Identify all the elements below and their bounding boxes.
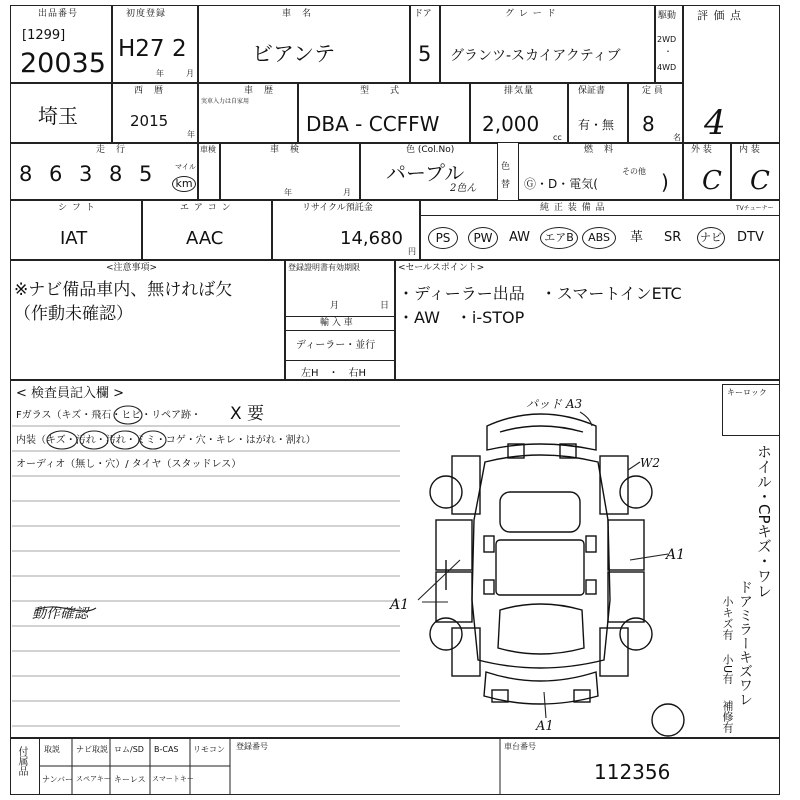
warranty-label: 保証書 [578,86,606,96]
equip-leather: 革 [630,230,644,245]
mileage-label: 走 行 [96,145,127,155]
equip-pw: PW [468,227,498,249]
sales-label: <セールスポイント> [398,263,485,273]
warranty-value: 有・無 [578,118,615,132]
handwritten-note: 動作確認 [32,606,88,622]
vertical-small-dent: 小U有 [721,654,734,685]
capacity-value: 8 [642,112,655,136]
footer-item-bcas: B-CAS [154,745,179,754]
footer-side-label: 付属品 [16,746,27,776]
footer-item-navi-manual: ナビ取説 [76,745,108,754]
equip-aw: AW [509,230,531,245]
type-value: DBA - CCFFW [306,112,440,136]
notes-line-1: ※ナビ備品車内、無ければ欠 [14,280,233,300]
label-a1-bottom: A1 [536,719,554,734]
keylock-label: キーロック [727,388,767,397]
fuel-label: 燃 料 [584,145,615,155]
color-label: 色 (Col.No) [406,145,455,155]
lot-label: 出品番号 [38,9,79,19]
drive-label: 駆動 [658,11,677,21]
vertical-small-scratch: 小キズ有 [721,596,734,640]
label-a3: パッド A3 [526,397,583,411]
import-label: 輸 入 車 [320,318,353,328]
ac-label: エ ア コ ン [180,203,232,213]
color-change-1: 色 [501,162,511,172]
score-label: 評 価 点 [697,9,742,22]
label-a1-right: A1 [666,547,686,563]
footer-item-spare-key: スペアキー [76,775,111,783]
inspector-line-3: オーディオ（無し・穴）/ タイヤ（スタッドレス） [16,459,242,470]
recycle-value: 14,680 [340,228,403,249]
drive-2wd: 2WD [657,35,677,44]
recycle-unit: 円 [408,247,416,256]
recycle-label: リサイクル預託金 [302,203,373,213]
exterior-grade: C [702,166,722,196]
tv-tuner-label: TVチューナー [736,205,774,212]
footer-item-smart-key: スマートキー [152,775,194,783]
interior-label: 内 装 [739,145,760,155]
vertical-repaired: 補修有 [721,700,734,733]
history-label: 車 歴 [244,86,275,96]
label-a1-left: A1 [390,597,410,613]
inspector-line-2: 内装（キズ・汚れ・汚れ・ミミ・コゲ・穴・キレ・はがれ・割れ） [16,435,316,446]
door-count: 5 [418,42,432,66]
footer-item-keyless: キーレス [114,775,146,784]
inspection-year-unit: 年 [284,188,292,197]
color-value: パープル [386,161,465,185]
glass-flag: X 要 [230,404,265,424]
ac-value: AAC [186,228,224,249]
vertical-mirror: ドアミラーキズワレ [737,580,753,706]
type-label: 型 式 [360,86,401,96]
equipment-label: 純 正 装 備 品 [540,203,606,213]
lot-number: 20035 [20,48,106,79]
handle-value: 左H ・ 右H [301,368,367,379]
vertical-main: ホイル・CPキズ・ワレ [755,444,773,599]
reg-number-label: 登録番号 [236,742,268,751]
shift-label: シ フ ト [58,203,96,213]
inspection-month-unit: 月 [343,188,351,197]
mileage-digit-2: 6 [49,162,63,186]
frame-number: 112356 [594,760,671,784]
region-value: 埼玉 [38,104,78,128]
reg-label: 初度登録 [126,9,167,19]
car-name: ビアンテ [252,42,336,66]
inspector-title: < 検査員記入欄 > [16,386,125,401]
deadline-day: 日 [380,301,390,311]
grade-label: グ レ ー ド [505,9,557,19]
exterior-label: 外 装 [691,145,712,155]
score-value: 4 [704,103,726,143]
mileage-digit-3: 3 [79,162,93,186]
footer-item-plate: ナンバー [42,775,74,784]
interior-grade: C [750,166,770,196]
equip-sunroof: SR [664,230,682,245]
name-label: 車 名 [282,9,313,19]
notes-label: <注意事項> [106,263,158,273]
footer-item-manual: 取説 [44,745,60,754]
sales-line-1: ・ディーラー出品 ・スマートインETC [398,284,682,303]
displacement-label: 排気量 [504,86,535,96]
reg-month: 2 [172,36,187,62]
inspector-line-1: Fガラス（キズ・飛石・ヒビ・リペア跡・ [16,410,202,421]
equip-airbag: エアB [540,227,578,249]
reg-month-unit: 月 [186,69,194,78]
displacement-unit: cc [553,133,562,142]
displacement-value: 2,000 [482,112,540,136]
shift-value: IAT [60,228,88,249]
sales-line-2: ・AW ・i-STOP [398,308,525,327]
unit-mile: マイル [175,163,196,171]
notes-line-2: （作動未確認） [14,304,133,324]
year-value: 2015 [130,112,169,130]
inspection-label: 車 検 [270,145,301,155]
reg-year-unit: 年 [156,69,164,78]
cert-label: 車検 [200,145,216,154]
year-label: 西 暦 [134,86,165,96]
year-unit: 年 [187,130,195,139]
unit-km-circled: km [172,176,196,192]
color-note: 2色ん [450,183,477,194]
deadline-label: 登録證明書有効期限 [288,263,360,272]
fuel-close: ) [661,170,669,194]
reg-era: H27 [118,36,165,62]
door-label: ドア [414,9,432,19]
equip-navi: ナビ [697,227,725,249]
color-change-2: 替 [501,180,511,190]
history-note: 実車入力は自家用 [201,98,250,105]
capacity-unit: 名 [673,133,681,142]
footer-item-rom: ロム/SD [114,745,144,754]
frame-label: 車台番号 [504,742,536,751]
label-w2: W2 [640,456,660,470]
equip-dtv: DTV [737,230,764,245]
import-value: ディーラー・並行 [296,340,376,351]
drive-dot: ・ [664,47,672,56]
lot-sub: [1299] [22,28,66,43]
grade-value: グランツ-スカイアクティブ [450,48,621,64]
equip-ps: PS [428,227,458,249]
capacity-label: 定 員 [642,86,663,96]
mileage-digit-5: 5 [139,162,153,186]
drive-4wd: 4WD [657,63,677,72]
equip-abs: ABS [582,227,616,249]
mileage-digit-4: 8 [109,162,123,186]
footer-item-remote: リモコン [193,745,225,754]
fuel-value: Ⓖ・D・電気( [524,177,598,191]
deadline-month: 月 [330,301,340,311]
fuel-other-label: その他 [622,167,646,176]
mileage-digit-1: 8 [19,162,33,186]
